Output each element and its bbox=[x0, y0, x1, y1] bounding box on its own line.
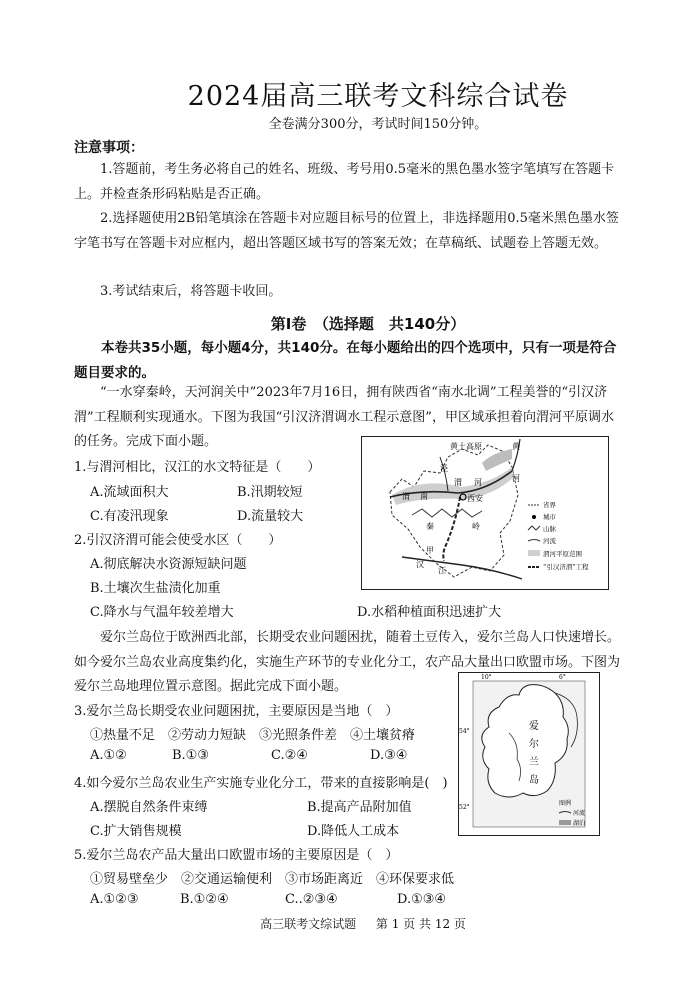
map-label-huang: 黄 bbox=[512, 442, 520, 451]
q2-option-c: C.降水与气温年较差增大 bbox=[90, 605, 234, 620]
page-footer bbox=[0, 915, 696, 932]
q2-option-a: A.彻底解决水资源短缺问题 bbox=[90, 557, 247, 572]
notice-item-1: 1.答题前，考生务必将自己的姓名、班级、考号用0.5毫米的黑色墨水签字笔填写在答题卡上。并检查条形码粘贴是否正确。 bbox=[74, 162, 615, 202]
q4-option-d: D.降低人工成本 bbox=[307, 824, 400, 839]
notice-heading: 注意事项： bbox=[74, 140, 144, 156]
map-label-xian: 西安 bbox=[467, 494, 483, 503]
question-3-stem: 3.爱尔兰岛长期受农业问题困扰，主要原因是当地（ ） bbox=[74, 704, 399, 719]
yinhan-jiwei-map-graphic bbox=[362, 437, 608, 589]
q5-option-b: B.①②④ bbox=[180, 892, 229, 907]
question-2-stem: 2.引汉济渭可能会使受水区（ ） bbox=[74, 533, 282, 548]
footer-page-number: 第 1 页 共 12 页 bbox=[375, 917, 466, 931]
legend-city: 城市 bbox=[543, 513, 556, 521]
q1-option-a: A.流域面积大 bbox=[90, 485, 169, 500]
ireland-map-graphic bbox=[459, 673, 599, 835]
q3-option-b: B.①③ bbox=[172, 748, 209, 763]
legend-plain: 渭河平原范围 bbox=[543, 550, 582, 558]
exam-subtitle: 全卷满分300分，考试时间150分钟。 bbox=[268, 117, 488, 132]
legend-province: 省界 bbox=[543, 501, 556, 509]
section-instruction: 本卷共35小题，每小题4分，共140分。在每小题给出的四个选项中，只有一项是符合题目要求的。 bbox=[74, 340, 617, 381]
map-label-he2: 河 bbox=[474, 478, 482, 487]
map-label-jia: 甲 bbox=[426, 546, 434, 555]
q3-option-d: D.③④ bbox=[370, 748, 408, 763]
question-1-stem: 1.与渭河相比，汉江的水文特征是（ ） bbox=[74, 460, 321, 475]
map2-tick-10: 10° bbox=[481, 674, 492, 681]
q4-option-a: A.摆脱自然条件束缚 bbox=[90, 800, 208, 815]
q3-choices: ①热量不足 ②劳动力短缺 ③光照条件差 ④土壤贫瘠 bbox=[90, 728, 416, 743]
q4-option-b: B.提高产品附加值 bbox=[307, 800, 412, 815]
map2-label-ai: 爱 bbox=[529, 721, 539, 732]
map2-label-dao: 岛 bbox=[529, 775, 539, 786]
yinhan-jiwei-map bbox=[361, 436, 609, 590]
qinling-mountains bbox=[412, 509, 482, 517]
map-label-he1: 河 bbox=[512, 474, 520, 483]
map2-tick-6: 6° bbox=[559, 674, 566, 681]
map-label-han: 汉 bbox=[416, 560, 424, 569]
section-title: 第Ⅰ卷 （选择题 共140分） bbox=[270, 315, 466, 333]
q1-option-d: D.流量较大 bbox=[237, 509, 304, 524]
notice-item-2: 2.选择题使用2B铅笔填涂在答题卡对应题目标号的位置上，非选择题用0.5毫米黑色墨水签字笔书写在答题卡对应框内，超出答题区域书写的答案无效；在草稿纸、试题卷上答题无效。 bbox=[74, 211, 619, 251]
map-label-loess: 黄土高原 bbox=[450, 442, 482, 451]
q1-option-b: B.汛期较短 bbox=[237, 485, 303, 500]
legend-mountain: 山脉 bbox=[543, 525, 556, 533]
map-label-qin: 秦 bbox=[426, 522, 434, 531]
map2-legend-title: 图例 bbox=[559, 800, 572, 807]
ireland-map bbox=[458, 672, 600, 836]
q2-option-b: B.土壤次生盐渍化加重 bbox=[90, 581, 221, 596]
question-4-stem: 4.如今爱尔兰岛农业生产实施专业化分工，带来的直接影响是( ) bbox=[74, 776, 448, 791]
loess-plateau-area bbox=[482, 449, 512, 471]
question-5-stem: 5.爱尔兰岛农产品大量出口欧盟市场的主要原因是（ ） bbox=[74, 848, 399, 863]
map-label-nan: 南 bbox=[420, 492, 428, 501]
q5-choices: ①贸易壁垒少 ②交通运输便利 ③市场距离近 ④环保要求低 bbox=[90, 872, 455, 887]
q2-option-d: D.水稻种植面积迅速扩大 bbox=[357, 605, 502, 620]
map1-legend bbox=[528, 500, 589, 571]
map2-tick-52: 52° bbox=[459, 804, 470, 811]
footer-exam-name: 高三联考文综试题 bbox=[260, 917, 357, 931]
map2-label-lan: 兰 bbox=[529, 757, 539, 768]
map-label-wei1: 渭 bbox=[454, 478, 462, 487]
map2-legend-lake: 湖泊 bbox=[573, 820, 586, 827]
q4-option-c: C.扩大销售规模 bbox=[90, 824, 182, 839]
map2-legend-river: 河流 bbox=[573, 810, 586, 817]
exam-title: 2024届高三联考文科综合试卷 bbox=[187, 81, 569, 112]
map-label-jiang: 江 bbox=[438, 566, 446, 575]
legend-river: 河流 bbox=[543, 537, 556, 545]
q3-option-c: C.②④ bbox=[271, 748, 308, 763]
notice-item-3: 3.考试结束后，将答题卡收回。 bbox=[100, 284, 282, 299]
q5-option-c: C..②③④ bbox=[285, 892, 338, 907]
map-label-wei2: 渭 bbox=[402, 492, 410, 501]
q3-option-a: A.①② bbox=[90, 748, 127, 763]
map-label-jing: 泾 bbox=[440, 464, 448, 473]
diversion-project-line bbox=[443, 497, 460, 561]
map2-label-er: 尔 bbox=[529, 739, 539, 750]
q5-option-a: A.①②③ bbox=[90, 892, 139, 907]
passage-2: 爱尔兰岛位于欧洲西北部，长期受农业问题困扰，随着土豆传入，爱尔兰岛人口快速增长。如今爱尔兰岛农业高度集约化，实施生产环节的专业化分工，农产品大量出口欧盟市场。下图为爱尔兰岛地理位置示意图。据此完成下面小题。 bbox=[74, 630, 621, 694]
map-label-ling: 岭 bbox=[472, 522, 480, 531]
q1-option-c: C.有凌汛现象 bbox=[90, 509, 169, 524]
map2-tick-54: 54° bbox=[459, 728, 470, 735]
legend-project: “引汉济渭”工程 bbox=[543, 563, 589, 571]
weihe-plain-area bbox=[392, 467, 514, 505]
q5-option-d: D.①③④ bbox=[397, 892, 447, 907]
passage-1: “一水穿秦岭，天河润关中”2023年7月16日，拥有陕西省“南水北调”工程美誉的“引汉济渭”工程顺利实现通水。下图为我国“引汉济渭调水工程示意图”，甲区域承担着向渭河平原调水的任务。完成下面小题。 bbox=[74, 385, 614, 449]
